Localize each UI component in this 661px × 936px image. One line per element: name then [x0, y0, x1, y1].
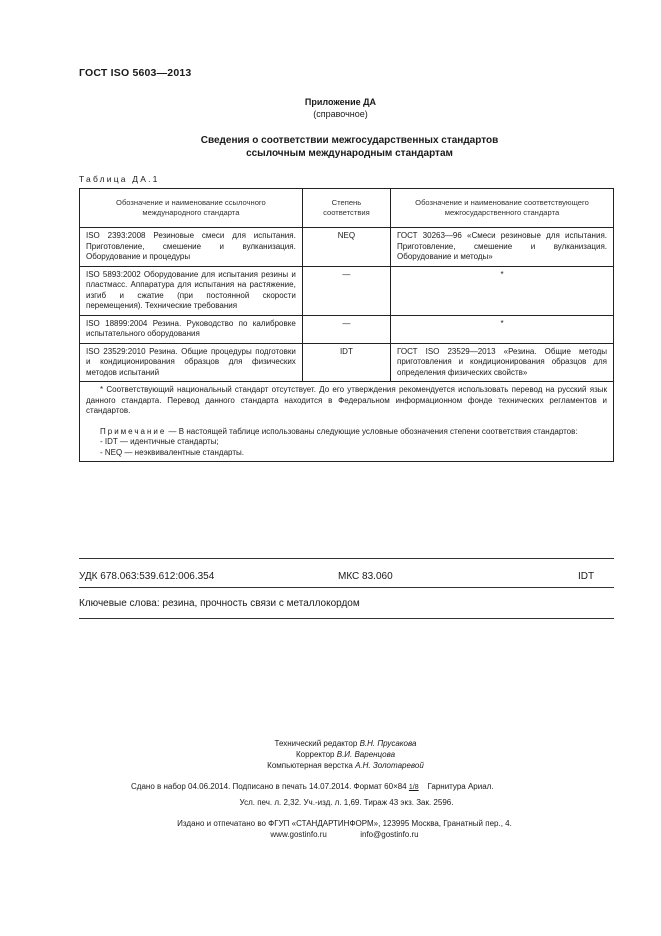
annex-title: Приложение ДА: [304, 97, 377, 107]
note: [86, 427, 607, 438]
cell-degree: NEQ: [302, 228, 390, 267]
mks-code: МКС 83.060: [338, 571, 393, 582]
layout-label: Компьютерная верстка: [267, 761, 353, 770]
corrector-label: Корректор: [295, 750, 335, 759]
imprint-line1: [131, 781, 494, 793]
note-label: Примечание: [100, 426, 167, 436]
header-degree: Степень соответствия: [302, 189, 390, 228]
cell-intl: ISO 18899:2004 Резина. Руководство по калибровке испытательного оборудования: [80, 315, 303, 343]
table-row: [80, 228, 614, 267]
publisher-line: Издано и отпечатано во ФГУП «СТАНДАРТИНФОРМ», 123995 Москва, Гранатный пер., 4.: [177, 819, 512, 828]
publisher-email[interactable]: info@gostinfo.ru: [360, 830, 419, 839]
credits: [0, 738, 661, 771]
cell-intl: ISO 23529:2010 Резина. Общие процедуры подготовки и кондиционирования образцов для физических методов испытаний: [80, 343, 303, 382]
cell-national: *: [391, 315, 614, 343]
cell-national: ГОСТ ISO 23529—2013 «Резина. Общие методы приготовления и кондиционирования образцов для определения физических свойств»: [391, 343, 614, 382]
degree-code: IDT: [578, 571, 595, 582]
format-84: 84: [397, 782, 407, 791]
cell-degree: —: [302, 266, 390, 315]
correspondence-table: [79, 188, 614, 462]
table-row: [80, 343, 614, 382]
typeface: Гарнитура Ариал.: [427, 782, 494, 791]
header-intl-standard: Обозначение и наименование ссылочного международного стандарта: [80, 189, 303, 228]
imprint-dates: Сдано в набор 04.06.2014. Подписано в печать 14.07.2014. Формат 60: [131, 782, 394, 791]
format-fraction: 1/8: [408, 784, 419, 791]
layout-name: А.Н. Золотаревой: [355, 761, 424, 770]
editor-label: Технический редактор: [274, 739, 358, 748]
section-title-line2: ссылочным международным стандартам: [246, 148, 453, 159]
editor-name: В.Н. Прусакова: [359, 739, 417, 748]
cell-intl: ISO 2393:2008 Резиновые смеси для испытания. Приготовление, смешение и вулканизация. Оборудование и процедуры: [80, 228, 303, 267]
table-header-row: [80, 189, 614, 228]
note-item: - NEQ — неэквивалентные стандарты.: [100, 447, 244, 457]
divider-bottom: [79, 618, 614, 619]
cell-intl: ISO 5893:2002 Оборудование для испытания резины и пластмасс. Аппаратура для испытания на растяжение, изгиб и сжатие (при постоянной скорости перемещения). Технические требования: [80, 266, 303, 315]
header-national-standard: Обозначение и наименование соответствующего межгосударственного стандарта: [391, 189, 614, 228]
cell-degree: IDT: [302, 343, 390, 382]
footnote: * Соответствующий национальный стандарт отсутствует. До его утверждения рекомендуется использовать перевод на русский язык данного стандарта. Перевод данного стандарта находится в Федеральном информационном фонде технических регламентов и стандартов.: [86, 385, 607, 415]
cell-national: ГОСТ 30263—96 «Смеси резиновые для испытания. Приготовление, смешение и вулканизация. Оборудование и методы»: [391, 228, 614, 267]
divider-top: [79, 558, 614, 559]
publisher-site[interactable]: www.gostinfo.ru: [270, 830, 327, 839]
table-notes-row: [80, 382, 614, 462]
table-row: [80, 266, 614, 315]
annex-subtitle: (справочное): [313, 109, 368, 119]
keywords: Ключевые слова: резина, прочность связи с металлокордом: [79, 598, 360, 609]
table-row: [80, 315, 614, 343]
format-times: ×: [393, 782, 398, 791]
table-notes: [80, 382, 614, 462]
udk-code: УДК 678.063:539.612:006.354: [79, 571, 215, 582]
divider-middle: [79, 587, 614, 588]
table-label: Таблица ДА.1: [79, 174, 160, 184]
section-title: [0, 134, 661, 160]
section-title-line1: Сведения о соответствии межгосударственных стандартов: [200, 135, 499, 146]
note-text: — В настоящей таблице использованы следующие условные обозначения степени соответствия стандартов:: [168, 426, 578, 436]
document-code: ГОСТ ISO 5603—2013: [79, 67, 192, 79]
cell-national: *: [391, 266, 614, 315]
imprint-line2: Усл. печ. л. 2,32. Уч.-изд. л. 1,69. Тираж 43 экз. Зак. 2596.: [239, 798, 454, 807]
publisher-contacts: [0, 829, 661, 840]
corrector-name: В.И. Варенцова: [336, 750, 396, 759]
cell-degree: —: [302, 315, 390, 343]
note-item: - IDT — идентичные стандарты;: [100, 437, 219, 446]
